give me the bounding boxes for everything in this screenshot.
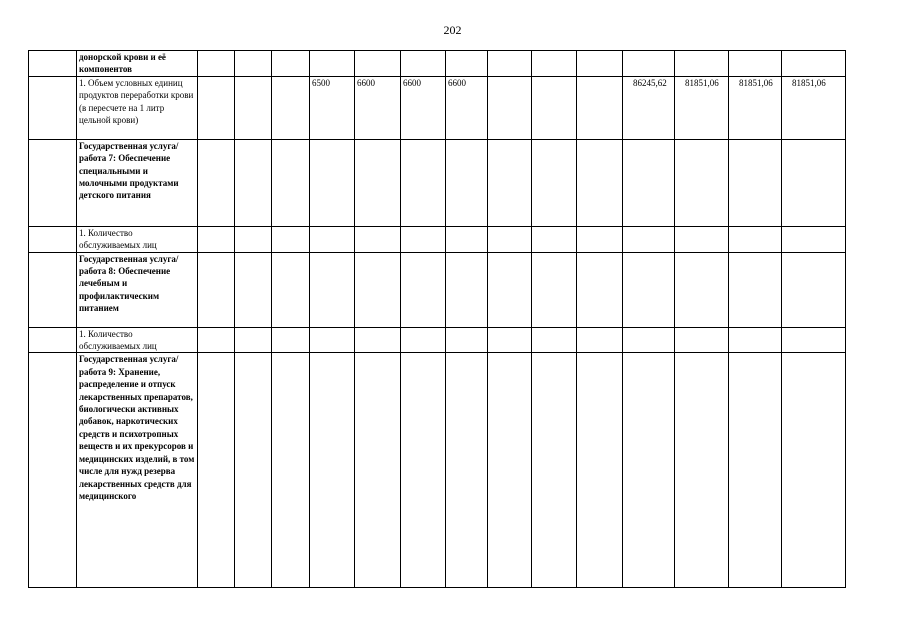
value-cell	[310, 252, 355, 327]
value-cell	[355, 327, 401, 353]
value-cell	[623, 51, 675, 77]
value-cell	[532, 139, 577, 226]
indicator-name-cell: 1. Количество обслуживаемых лиц	[77, 226, 198, 252]
value-cell	[446, 139, 488, 226]
value-cell	[532, 226, 577, 252]
value-cell	[782, 139, 846, 226]
value-cell	[729, 252, 782, 327]
value-cell	[675, 226, 729, 252]
table-row	[29, 226, 846, 252]
value-cell: 6600	[355, 76, 401, 139]
value-cell	[488, 353, 532, 588]
value-cell	[272, 327, 310, 353]
value-cell	[272, 51, 310, 77]
value-cell	[401, 353, 446, 588]
value-cell	[577, 226, 623, 252]
indicator-name-cell: 1. Объем условных единиц продуктов переработки крови (в пересчете на 1 литр цельной крови)	[77, 76, 198, 139]
value-cell	[577, 139, 623, 226]
value-cell	[235, 76, 272, 139]
value-cell	[488, 76, 532, 139]
value-cell	[355, 226, 401, 252]
value-cell	[446, 226, 488, 252]
value-cell	[729, 226, 782, 252]
value-cell	[401, 51, 446, 77]
service-title-cell: донорской крови и её компонентов	[77, 51, 198, 77]
value-cell	[623, 139, 675, 226]
value-cell	[272, 226, 310, 252]
value-cell	[310, 226, 355, 252]
value-cell	[446, 252, 488, 327]
value-cell	[729, 51, 782, 77]
value-cell	[729, 353, 782, 588]
value-cell	[355, 139, 401, 226]
table-row	[29, 327, 846, 353]
value-cell	[488, 139, 532, 226]
row-index-cell	[29, 226, 77, 252]
value-cell	[198, 51, 235, 77]
value-cell	[729, 327, 782, 353]
value-cell	[235, 353, 272, 588]
value-cell	[623, 252, 675, 327]
report-table	[28, 50, 846, 588]
value-cell	[272, 353, 310, 588]
value-cell	[623, 327, 675, 353]
value-cell	[532, 353, 577, 588]
value-cell	[782, 353, 846, 588]
value-cell	[310, 139, 355, 226]
value-cell	[623, 353, 675, 588]
row-index-cell	[29, 139, 77, 226]
value-cell	[577, 252, 623, 327]
value-cell	[401, 327, 446, 353]
value-cell	[675, 139, 729, 226]
value-cell	[782, 252, 846, 327]
value-cell	[446, 353, 488, 588]
value-cell	[198, 76, 235, 139]
value-cell	[235, 327, 272, 353]
row-index-cell	[29, 327, 77, 353]
service-title-cell: Государственная услуга/работа 7: Обеспечение специальными и молочными продуктами детского питания	[77, 139, 198, 226]
service-title-cell: Государственная услуга/работа 9: Хранение, распределение и отпуск лекарственных препаратов, биологически активных добавок, наркотических средств и психотропных веществ и их прекурсоров и медицинских изделий, в том числе для нужд резерва лекарственных средств для медицинского	[77, 353, 198, 588]
value-cell	[577, 76, 623, 139]
value-cell	[355, 51, 401, 77]
value-cell	[623, 226, 675, 252]
table-row	[29, 51, 846, 77]
value-cell	[198, 139, 235, 226]
value-cell	[235, 252, 272, 327]
value-cell: 86245,62	[623, 76, 675, 139]
indicator-name-cell: 1. Количество обслуживаемых лиц	[77, 327, 198, 353]
row-index-cell	[29, 51, 77, 77]
value-cell	[198, 327, 235, 353]
value-cell	[310, 51, 355, 77]
value-cell	[272, 252, 310, 327]
value-cell: 6600	[401, 76, 446, 139]
table-row	[29, 353, 846, 588]
row-index-cell	[29, 76, 77, 139]
value-cell	[675, 327, 729, 353]
value-cell	[198, 226, 235, 252]
value-cell	[235, 226, 272, 252]
table-row	[29, 76, 846, 139]
value-cell	[198, 353, 235, 588]
value-cell	[675, 51, 729, 77]
service-title-cell: Государственная услуга/работа 8: Обеспечение лечебным и профилактическим питанием	[77, 252, 198, 327]
value-cell	[577, 353, 623, 588]
value-cell	[675, 252, 729, 327]
value-cell	[532, 327, 577, 353]
value-cell	[488, 226, 532, 252]
value-cell	[488, 51, 532, 77]
value-cell: 81851,06	[729, 76, 782, 139]
value-cell	[532, 252, 577, 327]
value-cell	[577, 327, 623, 353]
value-cell	[401, 139, 446, 226]
value-cell	[446, 327, 488, 353]
value-cell	[310, 327, 355, 353]
value-cell	[675, 353, 729, 588]
value-cell	[401, 252, 446, 327]
value-cell	[782, 327, 846, 353]
value-cell	[532, 76, 577, 139]
value-cell	[401, 226, 446, 252]
value-cell	[310, 353, 355, 588]
value-cell: 81851,06	[782, 76, 846, 139]
value-cell	[729, 139, 782, 226]
value-cell	[355, 353, 401, 588]
value-cell	[446, 51, 488, 77]
value-cell	[198, 252, 235, 327]
value-cell	[782, 51, 846, 77]
value-cell	[532, 51, 577, 77]
value-cell	[488, 327, 532, 353]
value-cell	[782, 226, 846, 252]
value-cell	[272, 76, 310, 139]
value-cell	[488, 252, 532, 327]
table-row	[29, 252, 846, 327]
value-cell: 6500	[310, 76, 355, 139]
value-cell	[355, 252, 401, 327]
value-cell	[235, 139, 272, 226]
value-cell: 6600	[446, 76, 488, 139]
row-index-cell	[29, 353, 77, 588]
value-cell: 81851,06	[675, 76, 729, 139]
value-cell	[577, 51, 623, 77]
value-cell	[272, 139, 310, 226]
value-cell	[235, 51, 272, 77]
table-row	[29, 139, 846, 226]
page-number: 202	[443, 23, 462, 37]
row-index-cell	[29, 252, 77, 327]
